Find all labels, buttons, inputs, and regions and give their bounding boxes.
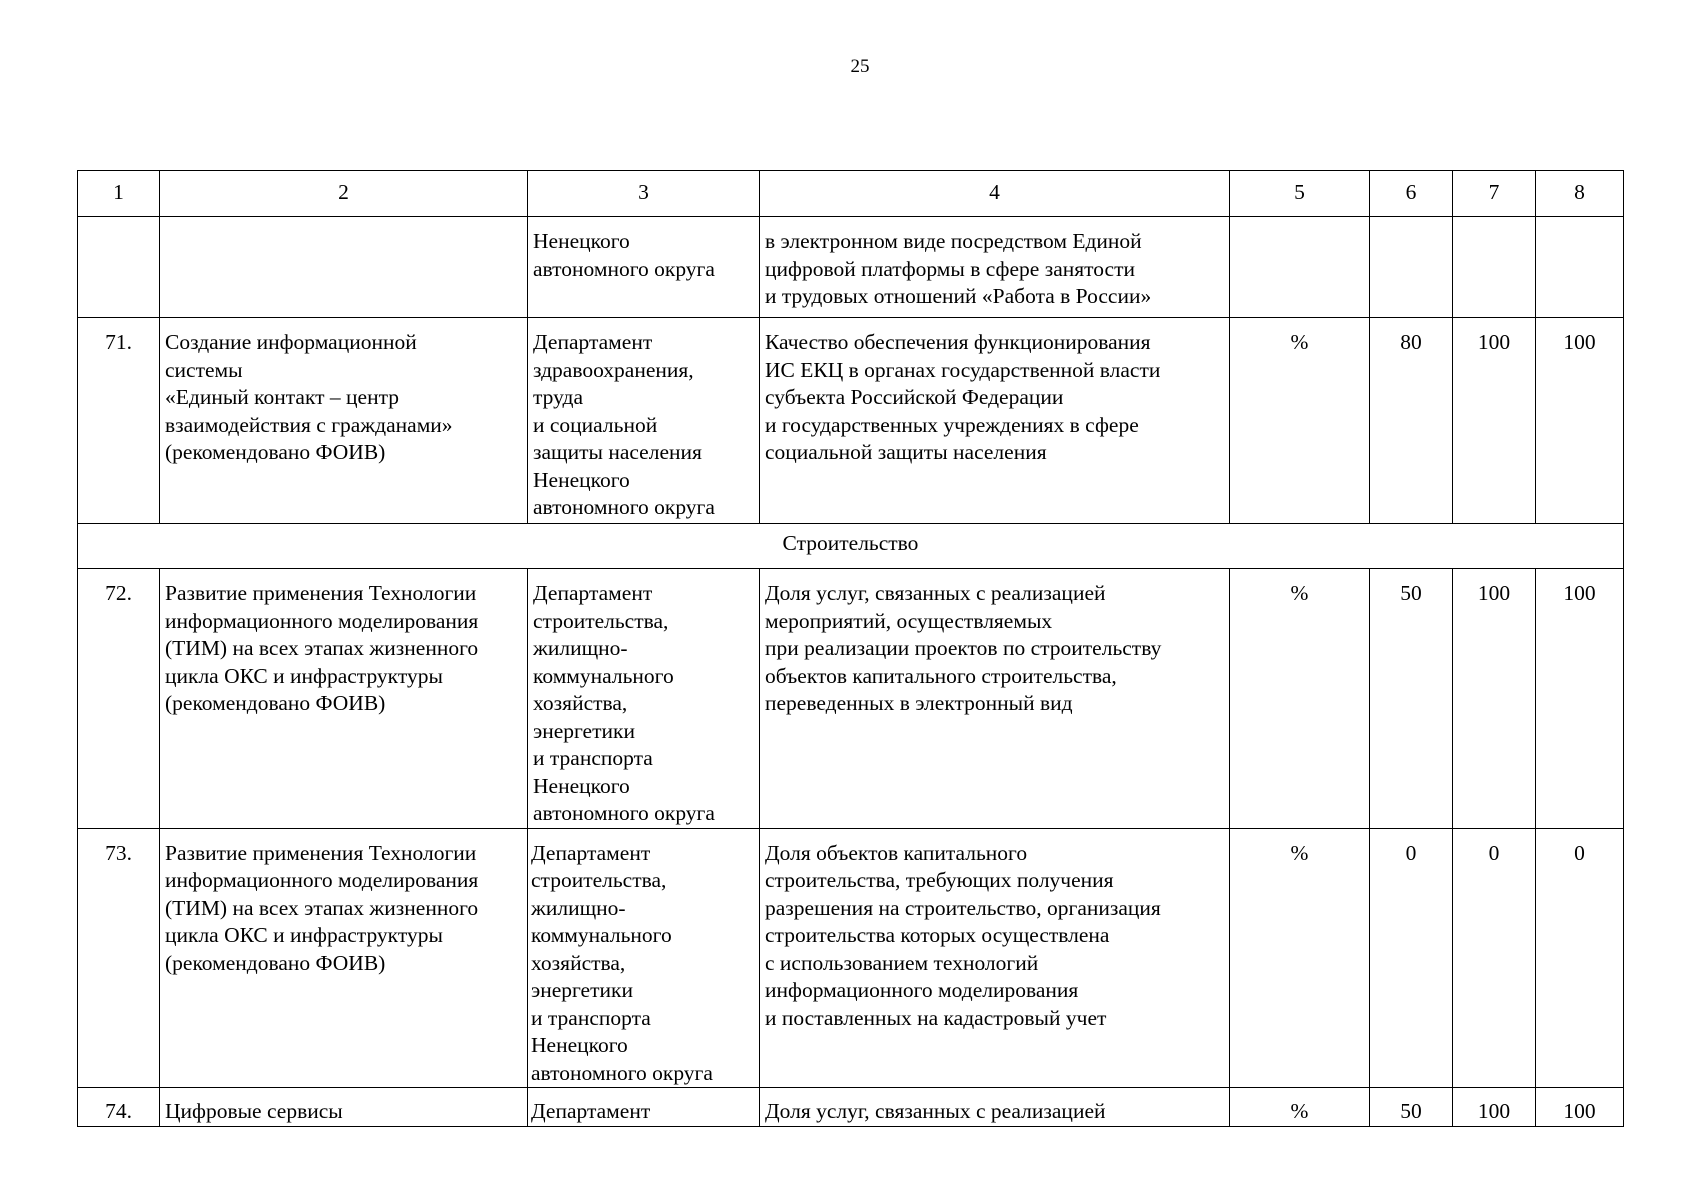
indicator-cell: в электронном виде посредством Единой цифровой платформы в сфере занятости и трудовых отношений «Работа в России» [760, 217, 1230, 318]
column-header: 6 [1370, 171, 1453, 217]
responsible-cell: Департамент [528, 1088, 760, 1127]
table-row [78, 569, 1624, 829]
value-cell: 0 [1453, 828, 1536, 1088]
table-row-continuation [78, 217, 1624, 318]
value-cell: 50 [1370, 1088, 1453, 1127]
measure-cell: Развитие применения Технологии информационного моделирования (ТИМ) на всех этапах жизненного цикла ОКС и инфраструктуры (рекомендовано ФОИВ) [160, 569, 528, 829]
column-header: 4 [760, 171, 1230, 217]
section-row [78, 524, 1624, 569]
value-cell: 50 [1370, 569, 1453, 829]
unit-cell: % [1230, 828, 1370, 1088]
data-table [77, 170, 1624, 1127]
unit-cell: % [1230, 1088, 1370, 1127]
row-number-cell: 71. [78, 318, 160, 524]
row-number-cell: 73. [78, 828, 160, 1088]
measure-cell: Цифровые сервисы [160, 1088, 528, 1127]
table-header-row [78, 171, 1624, 217]
table-row [78, 1088, 1624, 1127]
responsible-cell: Департамент строительства, жилищно- коммунального хозяйства, энергетики и транспорта Ненецкого автономного округа [528, 569, 760, 829]
column-header: 1 [78, 171, 160, 217]
value-cell: 100 [1536, 318, 1624, 524]
unit-cell: % [1230, 318, 1370, 524]
value-cell: 0 [1536, 828, 1624, 1088]
value-cell: 100 [1536, 569, 1624, 829]
value-cell: 0 [1370, 828, 1453, 1088]
row-number-cell: 74. [78, 1088, 160, 1127]
indicator-cell: Доля услуг, связанных с реализацией [760, 1088, 1230, 1127]
measure-cell: Создание информационной системы «Единый контакт – центр взаимодействия с гражданами» (рекомендовано ФОИВ) [160, 318, 528, 524]
column-header: 2 [160, 171, 528, 217]
row-number-cell: 72. [78, 569, 160, 829]
measure-cell: Развитие применения Технологии информационного моделирования (ТИМ) на всех этапах жизненного цикла ОКС и инфраструктуры (рекомендовано ФОИВ) [160, 828, 528, 1088]
column-header: 8 [1536, 171, 1624, 217]
unit-cell: % [1230, 569, 1370, 829]
column-header: 5 [1230, 171, 1370, 217]
indicator-cell: Качество обеспечения функционирования ИС ЕКЦ в органах государственной власти субъекта Российской Федерации и государственных учреждениях в сфере социальной защиты населения [760, 318, 1230, 524]
column-header: 7 [1453, 171, 1536, 217]
value-cell: 100 [1453, 318, 1536, 524]
indicator-cell: Доля объектов капитального строительства, требующих получения разрешения на строительство, организация строительства которых осуществлена с использованием технологий информационного моделирования и поставленных на кадастровый учет [760, 828, 1230, 1088]
section-title: Строительство [78, 524, 1624, 569]
responsible-cell: Ненецкого автономного округа [528, 217, 760, 318]
indicator-cell: Доля услуг, связанных с реализацией мероприятий, осуществляемых при реализации проектов по строительству объектов капитального строительства, переведенных в электронный вид [760, 569, 1230, 829]
table-row [78, 318, 1624, 524]
value-cell: 100 [1453, 569, 1536, 829]
page-number: 25 [850, 56, 870, 77]
column-header: 3 [528, 171, 760, 217]
table-row [78, 828, 1624, 1088]
value-cell: 100 [1453, 1088, 1536, 1127]
responsible-cell: Департамент строительства, жилищно- коммунального хозяйства, энергетики и транспорта Ненецкого автономного округа [528, 828, 760, 1088]
value-cell: 100 [1536, 1088, 1624, 1127]
responsible-cell: Департамент здравоохранения, труда и социальной защиты населения Ненецкого автономного округа [528, 318, 760, 524]
value-cell: 80 [1370, 318, 1453, 524]
